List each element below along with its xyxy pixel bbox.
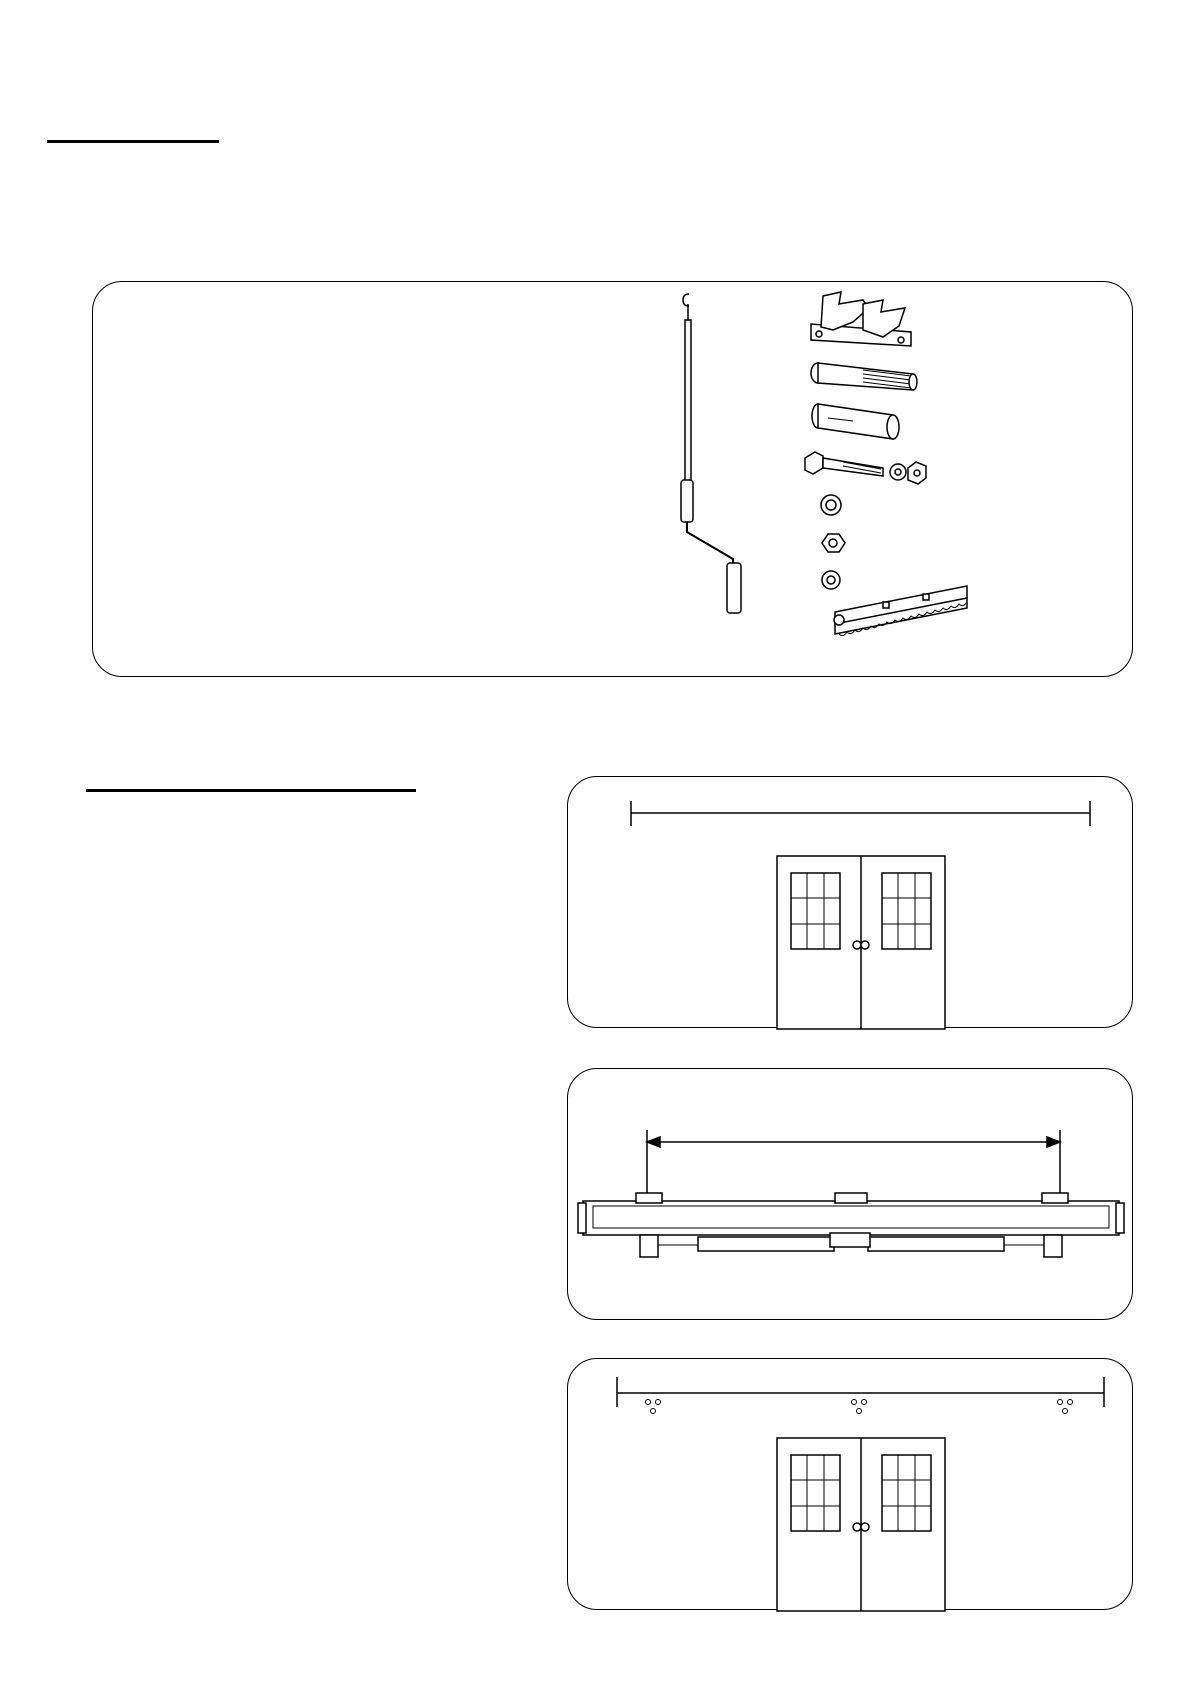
flat-washer-icon	[821, 495, 841, 515]
track-assembly-icon	[578, 1193, 1124, 1257]
hex-nut-icon	[822, 534, 845, 552]
drill-hole-markers	[646, 1400, 1073, 1414]
track-spacing-panel	[567, 1068, 1133, 1320]
crank-handle-icon	[681, 294, 741, 613]
double-door-icon	[777, 1438, 945, 1611]
drill-layout-panel	[567, 1358, 1133, 1610]
drill-layout-illustration	[568, 1359, 1134, 1611]
section-heading-rule-2	[86, 789, 416, 792]
double-door-icon	[777, 856, 945, 1029]
section-heading-rule-1	[47, 140, 219, 143]
sleeve-anchor-icon	[812, 404, 899, 439]
door-width-illustration	[568, 777, 1134, 1029]
parts-panel	[92, 281, 1133, 677]
door-width-panel	[567, 776, 1133, 1028]
parts-illustration	[93, 282, 1134, 678]
lock-washer-icon	[822, 571, 840, 589]
door-track-icon	[834, 586, 967, 636]
hex-bolt-icon	[805, 452, 926, 484]
long-bolt-icon	[811, 363, 917, 390]
mounting-bracket-icon	[811, 292, 911, 346]
track-spacing-illustration	[568, 1069, 1134, 1321]
